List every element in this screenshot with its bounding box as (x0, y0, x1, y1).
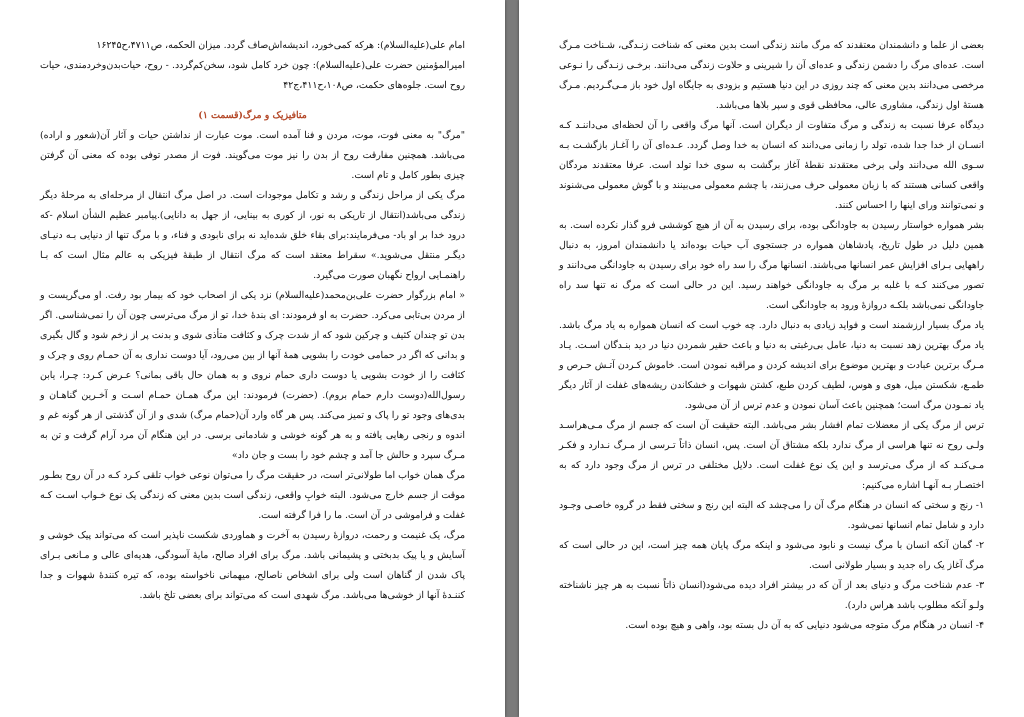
quote-paragraph: امیرالمؤمنین حضرت علی(علیه‌السلام): چون خرد کامل شود، سخن‌کم‌گردد. - روح، حیات‌بدن‌وخردمندی، حیات روح است. جلوه‌های حکمت، ص۱۰۸،ح۴۱۱،ج۴۲ (40, 60, 465, 91)
body-paragraph: دیدگاه عرفا نسبت به زندگی و مرگ متفاوت از دیگران است. آنها مرگ واقعی را آن لحظه‌ای می‌داننـد کـه انسـان از خدا جدا شده، تولد را زمانی می‌دانند که انسان به خدا وصل گردد. عـده‌ای آن را آغـاز بازگشـت بـه سـوی الله می‌دانند ولی برخی معتقدند نقطۀ آغاز برگشت به سوی خدا تولد است. عرفا معتقدند مردگان واقعی کسانی هستند که با زبان معمولی حرف می‌زنند، با چشم معمولی می‌بینند و با گوش معمولی می‌شنوند و نمی‌توانند ورای اینها را احساس کنند. (559, 120, 984, 211)
list-item: ۱- رنج و سختی که انسان در هنگام مرگ آن را می‌چشد که البته این رنج و سختی فقط در گروه خاصـی وجـود دارد و شامل تمام انسانها نمی‌شود. (559, 500, 984, 531)
page-right (519, 0, 1024, 717)
section-heading: متافیزیک و مرگ(قسمت ۱) (198, 110, 307, 121)
body-paragraph: مرگ همان خواب اما طولانی‌تر است، در حقیقت مرگ را می‌توان نوعی خواب تلقی کـرد کـه در آن روح بطـور موقت از جسم خارج می‌شود. البته خوابِ واقعی، زندگی است بدین معنی که زندگی یک نوع خـواب اسـت کـه غفلت و فراموشی در آن است. ما را فرا گرفته است. (40, 470, 465, 521)
body-paragraph: ترس از مرگ یکی از معضلات تمام افشار بشر می‌باشد. البته حقیقت آن است که جسم از مرگ مـی‌هراسـد ولـی روح نه تنها هراسی از مرگ ندارد بلکه مشتاق آن است. پس، انسان ذاتاً تـرسی از مـرگ نـدارد و فکـر مـی‌کنـد که از مرگ می‌ترسد و این یک نوع غفلت است. دلایل مختلفی در ترس از مرگ وجود دارد که به اختصـار بـه آنهـا اشاره می‌کنیم: (559, 420, 984, 491)
list-item: ۳- عدم شناخت مرگ و دنیای بعد از آن که در بیشتر افراد دیده می‌شود(انسان ذاتاً نسبت به هر چیز ناشناخته ولـو آنکه مطلوب باشد هراس دارد). (559, 580, 984, 611)
paragraph-gap (40, 96, 465, 106)
quote-paragraph: امام علی(علیه‌السلام): هرکه کمی‌خورد، اندیشه‌اش‌صاف گردد. میزان الحکمه، ص۴۷۱۱،ح۱۶۲۴۵ (96, 40, 465, 51)
list-item: ۴- انسان در هنگام مرگ متوجه می‌شود دنیایی که به آن دل بسته بود، واهی و هیچ بوده است. (625, 620, 984, 631)
body-paragraph: مرگ، یک غنیمت و رحمت، دروازۀ رسیدن به آخرت و هماوردی شکست ناپذیر است که می‌تواند پیک خوشی و آسایش و یا پیک بدبختی و پشیمانی باشد. مرگ برای افراد صالح، مایۀ آسودگی، هدیه‌ای عالی و مـانعی بـرای پاک شدن از گناهان است ولی برای اشخاص ناصالح، میهمانی ناخواسته بوده، که تیره کنندۀ شهوات و جدا کننـدۀ آنها از خوشی‌ها می‌باشد. مرگ شهدی است که می‌تواند برای بعضی تلخ باشد. (40, 530, 465, 601)
page-left-content (40, 36, 465, 707)
page-left (0, 0, 505, 717)
body-paragraph: « امام بزرگوار حضرت علی‌بن‌محمد(علیه‌السلام) نزد یکی از اصحاب خود که بیمار بود رفت. او می‌گریست و از مردن بی‌تابی می‌کرد. حضرت به او فرمودند: ای بندۀ خدا، تو از مرگ می‌ترسی چون آن را نمی‌شناسی. اگر بدن تو چندان کثیف و چرکین شود که از شدت چرک و کثافت متأذی شوی و بدنت پر از زخم شود و گال بگیری و بدانی که اگر در حمامی خودت را بشویی همۀ آنها از بین می‌رود، آیا دوست نداری به آن حمـام روی و چرک و کثافت را از خودت بشویی یا دوست داری حمام نروی و به همان حال باقی بمانی؟ عـرض کـرد: چـرا، یابن رسول‌الله(دوست دارم حمام بروم). (حضرت) فرمودند: این مرگ همـان حمـام اسـت و آخـرین گناهـان و بدی‌های وجود تو را پاک و تمیز می‌کند. پس هر گاه وارد آن(حمام مرگ) شدی و از آن گذشتی از هر گونه غم و اندوه و رنجی رهایی یافته و به هر گونه خوشی و شادمانی برسی. در این هنگام آن مرد آرام گرفت و تن به مـرگ سپرد و حالش جا آمد و چشم خود را بست و جان داد» (40, 290, 465, 461)
list-item: ۲- گمان آنکه انسان با مرگ نیست و نابود می‌شود و اینکه مرگ پایان همه چیز است، این در حالی است که مرگ آغاز یک راه جدید و بسیار طولانی است. (559, 540, 984, 571)
body-paragraph: بشر همواره خواستار رسیدن به جاودانگی بوده، برای رسیدن به آن از هیچ کوششی فرو گذار نکرده است. به همین دلیل در طول تاریخ، پادشاهان همواره در جستجوی آب حیات بوده‌اند یا دانشمندان امروز، به دنبال راههایی بـرای افزایش عمر انسانها می‌باشند. انسانها مرگ را سد راه خود برای رسیدن به جاودانگی می‌دانند و تصور می‌کنند کـه با غلبه بر مرگ به جاودانگی خواهند رسید. این در حالی است که مرگ نه تنها سد راه جاودانگی نمی‌باشد بلکـه دروازۀ ورود به جاودانگی است. (559, 220, 984, 311)
body-paragraph: "مرگ" به معنی فوت، موت، مردن و فنا آمده است. موت عبارت از نداشتن حیات و آثار آن(شعور و اراده) می‌باشد. همچنین مفارقت روح از بدن را نیز موت می‌گویند. فوت از مصدر توفی بوده که معنی آن گرفتن چیزی بطور کامل و تام است. (40, 130, 465, 181)
body-paragraph: یاد مرگ بسیار ارزشمند است و فواید زیادی به دنبال دارد. چه خوب است که انسان همواره به یاد مرگ باشد. یاد مرگ بهترین زهد نسبت به دنیا، عامل بی‌رغبتی به دنیا و باعث حقیر شمردن دنیا در دید بنـدگان اسـت. یـاد مـرگ برترین عبادت و بهترین موضوع برای اندیشه کردن و مراقبه نمودن است. خاموش کـردن آتـش حـرص و طمـع، شکستن میل، هوی و هوس، لطیف کردن طبع، کشتن شهوات و خشکاندن ریشه‌های غفلت از آثار دیگر یاد نمـودن مرگ است؛ همچنین باعث آسان نمودن و عدم ترس از آن می‌شود. (559, 320, 984, 411)
page-right-content (559, 36, 984, 707)
body-paragraph: مرگ یکی از مراحل زندگی و رشد و تکامل موجودات است. در اصل مرگ انتقال از مرحله‌ای به مرحلۀ دیگر زندگی می‌باشد(انتقال از تاریکی به نور، از کوری به بینایی، از جهل به دانایی).پیامبر عظیم الشأن اسلام -که درود خدا بر او باد- می‌فرمایند:برای بقاء خلق شده‌اید نه برای نابودی و فناء، و با مرگ تنها از دنیایی بـه دنیـای دیگـر منتقل می‌شوید.» سقراط معتقد است که مرگ انتقال از طبقۀ فیزیکی به عالم مثال است که بـا راهنمـایی ارواح نگهبان صورت می‌گیرد. (40, 190, 465, 281)
body-paragraph: بعضی از علما و دانشمندان معتقدند که مرگ مانند زندگی است بدین معنی که شناخت زنـدگی، شـناخت مـرگ است. عده‌ای مرگ را دشمن زندگی و عده‌ای آن را شیرینی و حلاوت زندگی می‌دانند. برخـی زنـدگی را نـوعی مرخصی می‌دانند بدین معنی که چند روزی در این دنیا هستیم و بزودی به جایگاه اول خود باز مـی‌گـردیم. مـرگ هستۀ اول زندگی، مشاوری عالی، محافظی قوی و سپر بلاها می‌باشد. (559, 40, 984, 111)
